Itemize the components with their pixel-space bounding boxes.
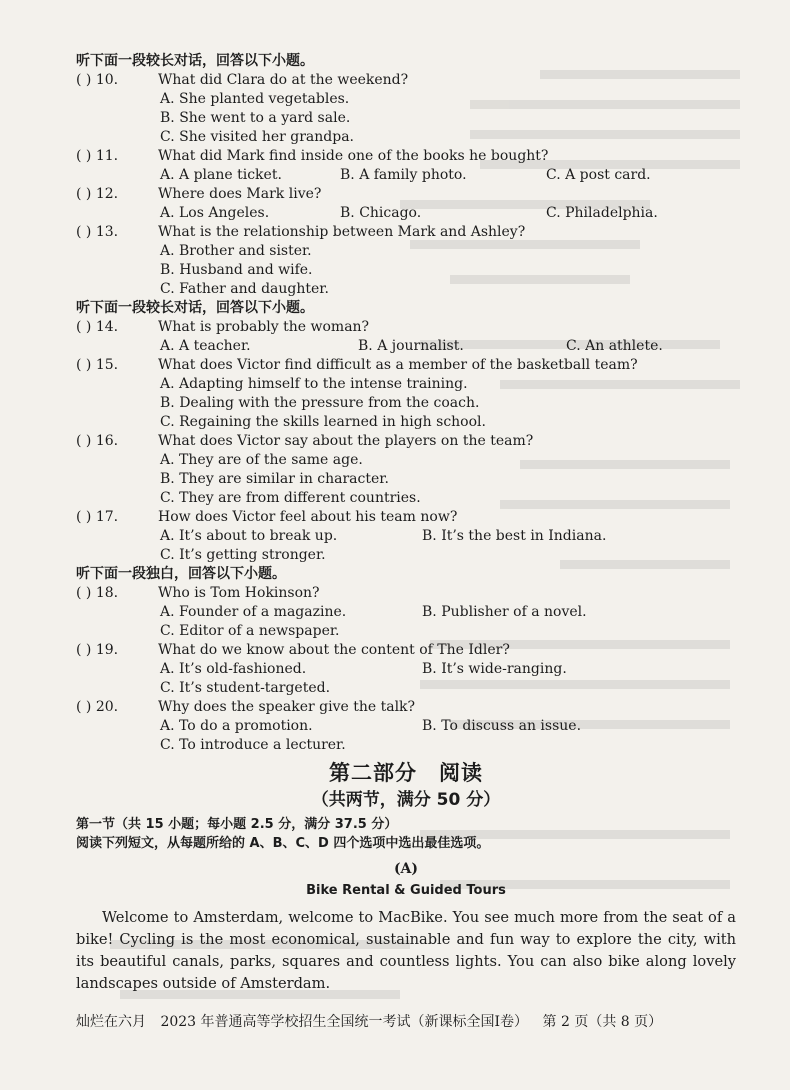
- passage-paragraph: Welcome to Amsterdam, welcome to MacBike. You see much more from the seat of a bike! Cycling is the most economical, sustainable and fun way to explore the city, with its beautiful canals, parks, squares and countless lights. You can also bike along lovely landscapes outside of Amsterdam.: [76, 909, 736, 992]
- section-heading: 第一节（共 15 小题；每小题 2.5 分，满分 37.5 分）: [76, 817, 398, 832]
- page-footer: [76, 1013, 736, 1031]
- question-stem: What do we know about the content of The Idler?: [158, 642, 510, 658]
- question-10: [76, 71, 736, 90]
- question-stem: What did Mark find inside one of the books he bought?: [158, 148, 549, 164]
- option: A. Los Angeles.: [160, 205, 270, 221]
- answer-blank[interactable]: ( ) 16.: [76, 433, 119, 449]
- footer-page-number: 第 2 页（共 8 页）: [542, 1014, 663, 1030]
- option: B. Dealing with the pressure from the coach.: [160, 395, 480, 411]
- instructions: 阅读下列短文，从每题所给的 A、B、C、D 四个选项中选出最佳选项。: [76, 836, 490, 851]
- footer-exam-name: 2023 年普通高等学校招生全国统一考试（新课标全国Ⅰ卷）: [160, 1014, 529, 1030]
- option: A. They are of the same age.: [160, 452, 363, 468]
- question-stem: What did Clara do at the weekend?: [158, 72, 409, 88]
- question-15: [76, 356, 736, 375]
- option: A. It’s about to break up.: [160, 528, 338, 544]
- question-stem: How does Victor feel about his team now?: [158, 509, 458, 525]
- part-subtitle: （共两节，满分 50 分）: [311, 790, 501, 810]
- option: C. Regaining the skills learned in high school.: [160, 414, 486, 430]
- option: B. Husband and wife.: [160, 262, 313, 278]
- answer-blank[interactable]: ( ) 11.: [76, 148, 119, 164]
- question-13: [76, 223, 736, 242]
- option: B. She went to a yard sale.: [160, 110, 351, 126]
- passage-label: (A): [393, 861, 419, 877]
- section-header: 听下面一段较长对话，回答以下小题。: [76, 300, 314, 316]
- option: A. To do a promotion.: [160, 718, 313, 734]
- option: C. She visited her grandpa.: [160, 129, 355, 145]
- option-row: [76, 717, 736, 736]
- option: A. Founder of a magazine.: [160, 604, 347, 620]
- answer-blank[interactable]: ( ) 18.: [76, 585, 119, 601]
- option: C. It’s getting stronger.: [160, 547, 326, 563]
- option: C. An athlete.: [566, 338, 663, 354]
- option: C. Philadelphia.: [546, 205, 658, 221]
- option: C. Father and daughter.: [160, 281, 329, 297]
- question-16: [76, 432, 736, 451]
- option: A. A plane ticket.: [160, 167, 282, 183]
- option: C. A post card.: [546, 167, 651, 183]
- question-stem: What is the relationship between Mark and Ashley?: [158, 224, 526, 240]
- option-row: [76, 204, 736, 223]
- option: A. She planted vegetables.: [160, 91, 350, 107]
- option: B. It’s the best in Indiana.: [422, 528, 607, 544]
- footer-brand: 灿烂在六月: [76, 1014, 146, 1030]
- option: A. Brother and sister.: [160, 243, 312, 259]
- option: B. They are similar in character.: [160, 471, 389, 487]
- listening-section: [76, 52, 736, 995]
- option: C. Editor of a newspaper.: [160, 623, 340, 639]
- option: B. It’s wide-ranging.: [422, 661, 567, 677]
- section-header: 听下面一段独白，回答以下小题。: [76, 566, 286, 582]
- option-row: [76, 166, 736, 185]
- answer-blank[interactable]: ( ) 12.: [76, 186, 119, 202]
- question-19: [76, 641, 736, 660]
- option: A. It’s old-fashioned.: [160, 661, 307, 677]
- section-header: 听下面一段较长对话，回答以下小题。: [76, 53, 314, 69]
- answer-blank[interactable]: ( ) 17.: [76, 509, 119, 525]
- answer-blank[interactable]: ( ) 13.: [76, 224, 119, 240]
- question-stem: Who is Tom Hokinson?: [158, 585, 320, 601]
- question-20: [76, 698, 736, 717]
- answer-blank[interactable]: ( ) 19.: [76, 642, 119, 658]
- question-stem: Why does the speaker give the talk?: [158, 699, 416, 715]
- option: B. Chicago.: [340, 205, 422, 221]
- option: C. They are from different countries.: [160, 490, 421, 506]
- part-title: 第二部分 阅读: [329, 761, 483, 785]
- option: A. A teacher.: [160, 338, 251, 354]
- question-12: [76, 185, 736, 204]
- question-stem: What does Victor find difficult as a member of the basketball team?: [158, 357, 638, 373]
- option-row: [76, 337, 736, 356]
- passage-title: Bike Rental & Guided Tours: [306, 883, 506, 898]
- question-stem: Where does Mark live?: [158, 186, 322, 202]
- option: B. A family photo.: [340, 167, 467, 183]
- answer-blank[interactable]: ( ) 15.: [76, 357, 119, 373]
- answer-blank[interactable]: ( ) 20.: [76, 699, 119, 715]
- option: A. Adapting himself to the intense training.: [160, 376, 468, 392]
- option: B. A journalist.: [358, 338, 464, 354]
- question-stem: What does Victor say about the players on the team?: [158, 433, 534, 449]
- question-stem: What is probably the woman?: [158, 319, 370, 335]
- option: B. To discuss an issue.: [422, 718, 582, 734]
- answer-blank[interactable]: ( ) 10.: [76, 72, 119, 88]
- option-row: [76, 660, 736, 679]
- question-17: [76, 508, 736, 527]
- option: C. To introduce a lecturer.: [160, 737, 346, 753]
- option-row: [76, 603, 736, 622]
- question-14: [76, 318, 736, 337]
- answer-blank[interactable]: ( ) 14.: [76, 319, 119, 335]
- option: C. It’s student-targeted.: [160, 680, 331, 696]
- question-11: [76, 147, 736, 166]
- question-18: [76, 584, 736, 603]
- option-row: [76, 527, 736, 546]
- option: B. Publisher of a novel.: [422, 604, 587, 620]
